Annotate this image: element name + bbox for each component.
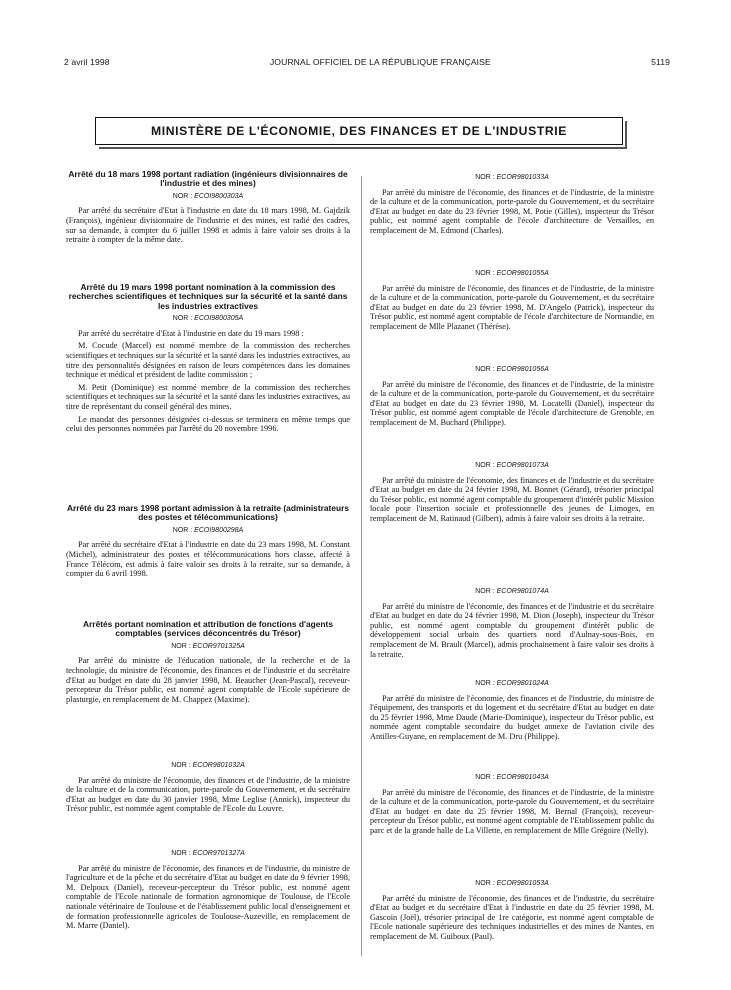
nor-reference xyxy=(370,173,654,183)
decree-paragraph: Par arrêté du secrétaire d'Etat à l'industrie en date du 19 mars 1998 : xyxy=(78,328,304,338)
nor-label: NOR : xyxy=(475,588,495,595)
decree-paragraph: Par arrêté du ministre de l'économie, des finances et de l'industrie, du ministre de l'agriculture et de la pêche et du secrétaire d'Etat au budget en date du 9 février 1998, M. Delpoux (Daniel), receveur-percepteur du Trésor public, est nommé agent comptable de l'Ecole nationale de formation agronomique de Toulouse, de l'Ecole nationale vétérinaire de Toulouse et de l'établissement public local d'enseignement et de formation professionnelle agricoles de Toulouse-Auzeville, en remplacement de M. Marre (Daniel). xyxy=(66,863,350,931)
nor-code: ECOR9801074A xyxy=(496,588,549,595)
decree-paragraph: Par arrêté du secrétaire d'Etat à l'industrie en date du 23 mars 1998, M. Constant (Michel), administrateur des postes et télécommunications hors classe, affecté à France Télécom, est admis à faire valoir ses droits à la retraite, sur sa demande, à compter du 6 avril 1998. xyxy=(66,540,350,579)
nor-code: ECOR9801055A xyxy=(496,270,549,277)
decree-block xyxy=(370,676,654,745)
nor-code: ECOR9801056A xyxy=(496,366,549,373)
decree-paragraph: M. Cocude (Marcel) est nommé membre de la commission des recherches scientifiques et techniques sur la sécurité et la santé dans les industries extractives, au titre des personnalités désignées en raison de leurs compétences dans les domaines technique et médical et président de ladite commission ; xyxy=(66,341,350,380)
decree-block xyxy=(66,620,350,707)
nor-code: ECOR9801033A xyxy=(496,174,549,181)
nor-code: ECOR9801032A xyxy=(192,762,245,769)
decree-block xyxy=(66,283,350,437)
nor-code: ECOI9800298A xyxy=(194,526,244,534)
nor-reference xyxy=(66,761,350,771)
nor-reference xyxy=(66,192,350,202)
nor-label: NOR : xyxy=(171,762,191,769)
decree-paragraph: M. Petit (Dominique) est nommé membre de la commission des recherches scientifiques et techniques sur la sécurité et la santé dans les industries extractives, au titre de représentant du conseil général des mines. xyxy=(66,382,350,411)
nor-reference xyxy=(66,526,350,536)
nor-reference xyxy=(66,642,350,652)
decree-block xyxy=(66,846,350,934)
decree-block xyxy=(370,584,654,662)
nor-reference xyxy=(370,879,654,889)
decree-paragraph: Par arrêté du secrétaire d'Etat à l'industrie en date du 18 mars 1998, M. Gajdzik (François), ingénieur divisionnaire de l'industrie et des mines, est radié des cadres, sur sa demande, à compter du 6 juillet 1998 et admis à faire valoir ses droits à la retraite à compter de la même date. xyxy=(66,206,350,245)
decree-block xyxy=(66,504,350,582)
running-header xyxy=(64,57,670,67)
decree-paragraph: Par arrêté du ministre de l'éducation nationale, de la recherche et de la technologie, du ministre de l'économie, des finances et de l'industrie et du secrétaire d'Etat au budget en date du 28 janvier 1998, M. Beaucher (Jean-Pascal), receveur-percepteur du Trésor public, est nommé agent comptable de l'Ecole supérieure de plasturgie, en remplacement de M. Chappez (Maxime). xyxy=(66,656,350,704)
decree-block xyxy=(66,170,350,248)
decree-paragraph: Par arrêté du ministre de l'économie, des finances et de l'industrie, de la ministre de la culture et de la communication, porte-parole du Gouvernement, et du secrétaire d'Etat au budget en date du 30 janvier 1998, Mme Leglise (Annick), inspecteur du Trésor public, est nommée agent comptable de l'Ecole du Louvre. xyxy=(66,775,350,814)
decree-paragraph: Par arrêté du ministre de l'économie, des finances et de l'industrie, du ministre de l'équipement, des transports et du logement et du secrétaire d'Etat au budget en date du 25 février 1998, Mme Daude (Marie-Dominique), inspecteur du Trésor public, est nommée agent comptable secondaire du budget annexe de l'aviation civile des Antilles-Guyane, en remplacement de M. Dru (Philippe). xyxy=(370,693,654,741)
nor-code: ECOR9701325A xyxy=(192,642,245,650)
nor-label: NOR : xyxy=(172,192,193,200)
nor-reference xyxy=(66,314,350,324)
decree-paragraph: Par arrêté du ministre de l'économie, des finances et de l'industrie, de la ministre de la culture et de la communication, porte-parole du Gouvernement, et du secrétaire d'Etat au budget en date du 23 février 1998, M. Potie (Gilles), inspecteur du Trésor public, est nommé agent comptable de l'école d'architecture de Versailles, en remplacement de M. Edmond (Charles). xyxy=(370,187,654,235)
decree-paragraph: Par arrêté du ministre de l'économie, des finances et de l'industrie et du secrétaire d'Etat au budget en date du 24 février 1998, M. Dion (Joseph), inspecteur du Trésor public, est nommé agent comptable du groupement d'intérêt public de développement social urbain des quartiers nord d'Aulnay-sous-Bois, en remplacement de M. Brault (Marcel), admis prochainement à faire valoir ses droits à la retraite. xyxy=(370,601,654,659)
decree-block xyxy=(370,170,654,239)
nor-code: ECOR9801024A xyxy=(496,680,549,687)
decree-block xyxy=(370,266,654,335)
nor-reference xyxy=(66,849,350,859)
decree-block xyxy=(370,362,654,431)
decree-paragraph: Par arrêté du ministre de l'économie, des finances et de l'industrie et du secrétaire d'Etat au budget en date du 24 février 1998, M. Bonnet (Gérard), trésorier principal du Trésor public, est nommé agent comptable du groupement d'intérêt public Mission locale pour l'insertion sociale et professionnelle des jeunes de Limoges, en remplacement de M. Ratinaud (Gilbert), admis à faire valoir ses droits à la retraite. xyxy=(370,475,655,523)
nor-label: NOR : xyxy=(475,270,495,277)
decree-title: Arrêté du 19 mars 1998 portant nomination à la commission des recherches scientifiques et techniques sur la sécurité et la santé dans les industries extractives xyxy=(68,282,348,311)
nor-label: NOR : xyxy=(475,774,495,781)
decree-paragraph: Le mandat des personnes désignées ci-dessus se terminera en même temps que celui des personnes nommées par l'arrêté du 20 novembre 1996. xyxy=(66,414,350,434)
decree-title: Arrêté du 18 mars 1998 portant radiation (ingénieurs divisionnaires de l'industrie et des mines) xyxy=(68,169,348,189)
ministry-heading: MINISTÈRE DE L'ÉCONOMIE, DES FINANCES ET DE L'INDUSTRIE xyxy=(95,117,623,145)
header-date: 2 avril 1998 xyxy=(64,57,110,67)
nor-label: NOR : xyxy=(475,880,495,887)
nor-label: NOR : xyxy=(172,315,193,323)
nor-reference xyxy=(370,679,654,689)
decree-block xyxy=(370,458,654,527)
nor-label: NOR : xyxy=(475,680,495,687)
decree-title: Arrêté du 23 mars 1998 portant admission à la retraite (administrateurs des postes et télécommunications) xyxy=(66,503,350,523)
decree-block xyxy=(370,876,654,945)
nor-label: NOR : xyxy=(171,850,191,857)
decree-block xyxy=(370,770,654,839)
nor-reference xyxy=(370,269,654,279)
header-page-number: 5119 xyxy=(651,57,670,67)
nor-label: NOR : xyxy=(171,642,191,650)
decree-paragraph: Par arrêté du ministre de l'économie, des finances et de l'industrie, de la ministre de la culture et de la communication, porte-parole du Gouvernement, et du secrétaire d'Etat au budget en date du 25 février 1998, M. Bernal (François), receveur-percepteur du Trésor public, est nommé agent comptable de l'Etablissement public du parc et de la grande halle de La Villette, en remplacement de Mlle Grégoire (Nelly). xyxy=(370,787,654,835)
nor-label: NOR : xyxy=(475,462,495,469)
nor-code: ECOR9801073A xyxy=(496,462,549,469)
nor-reference xyxy=(370,773,654,783)
nor-reference xyxy=(370,587,654,597)
decree-block xyxy=(66,758,350,817)
nor-code: ECOR9801053A xyxy=(496,880,549,887)
nor-code: ECOR9701327A xyxy=(192,850,245,857)
decree-title: Arrêtés portant nomination et attribution de fonctions d'agents comptables (services déconcentrés du Trésor) xyxy=(83,619,333,639)
header-journal-title: JOURNAL OFFICIEL DE LA RÉPUBLIQUE FRANÇAISE xyxy=(269,57,491,67)
decree-paragraph: Par arrêté du ministre de l'économie, des finances et de l'industrie, de la ministre de la culture et de la communication, porte-parole du Gouvernement, et du secrétaire d'Etat au budget en date du 23 février 1998, M. D'Angelo (Patrick), inspecteur du Trésor public, est nommé agent comptable de l'école d'architecture de Normandie, en remplacement de Mlle Plazanet (Thérèse). xyxy=(370,283,654,331)
nor-label: NOR : xyxy=(475,174,495,181)
nor-reference xyxy=(370,365,654,375)
column-divider xyxy=(361,176,362,956)
nor-label: NOR : xyxy=(172,526,193,534)
nor-code: ECOR9801043A xyxy=(496,774,549,781)
decree-paragraph: Par arrêté du ministre de l'économie, des finances et de l'industrie, de la ministre de la culture et de la communication, porte-parole du Gouvernement, et du secrétaire d'Etat au budget en date du 23 février 1998, M. Locatelli (Daniel), inspecteur du Trésor public, est nommé agent comptable de l'école d'architecture de Grenoble, en remplacement de M. Buchard (Philippe). xyxy=(370,379,654,427)
decree-paragraph: Par arrêté du ministre de l'économie, des finances et de l'industrie, du secrétaire d'Etat au budget et du secrétaire d'Etat à l'industrie en date du 25 février 1998, M. Gascoin (Joël), trésorier principal de 1re catégorie, est nommé agent comptable de l'Ecole nationale supérieure des techniques industrielles et des mines de Nantes, en remplacement de M. Guiboux (Paul). xyxy=(370,893,654,941)
nor-code: ECOI9800303A xyxy=(194,192,244,200)
nor-code: ECOI9800305A xyxy=(194,315,244,323)
nor-label: NOR : xyxy=(475,366,495,373)
nor-reference xyxy=(370,461,654,471)
